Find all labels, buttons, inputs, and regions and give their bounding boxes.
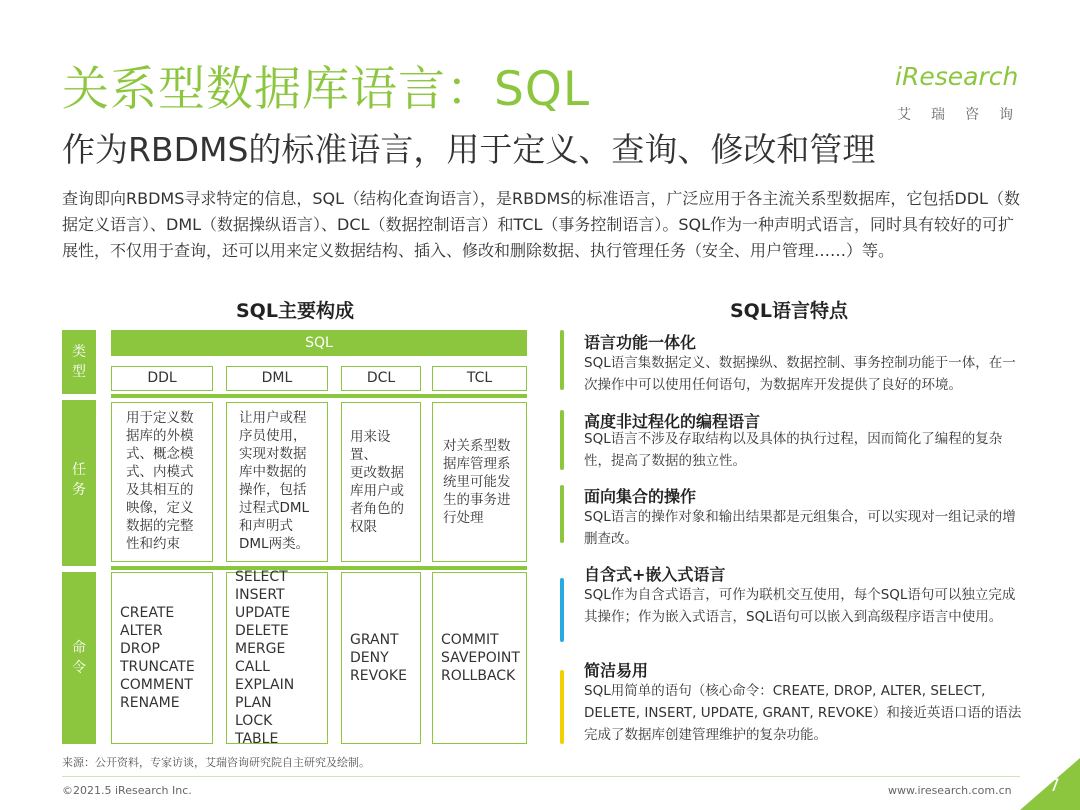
feature-marker	[560, 410, 564, 470]
col-head-tcl: TCL	[432, 366, 527, 391]
task-cell-dcl	[341, 402, 421, 562]
page-title: 关系型数据库语言：SQL	[62, 62, 591, 117]
row-label-task	[62, 400, 96, 566]
task-cell-ddl	[111, 402, 213, 562]
source-note: 来源：公开资料，专家访谈，艾瑞咨询研究院自主研究及绘制。	[62, 756, 370, 769]
copyright: ©2021.5 iResearch Inc.	[62, 784, 192, 797]
feature-desc: SQL作为自含式语言，可作为联机交互使用，每个SQL语句可以独立完成其操作；作为嵌入式语言，SQL语句可以嵌入到高级程序语言中使用。	[584, 587, 1016, 625]
feature-title: 高度非过程化的编程语言	[584, 412, 761, 431]
command-text-dcl: GRANT DENY REVOKE	[350, 632, 407, 684]
row-label-type-text: 类型	[72, 344, 86, 380]
feature-desc: SQL语言集数据定义、数据操纵、数据控制、事务控制功能于一体，在一次操作中可以使用任何语句，为数据库开发提供了良好的环境。	[584, 355, 1016, 393]
feature-desc: SQL语言的操作对象和输出结果都是元组集合，可以实现对一组记录的增删查改。	[584, 509, 1016, 547]
feature-title: 面向集合的操作	[584, 487, 697, 506]
row-label-command-text: 命令	[72, 640, 86, 676]
website-link[interactable]: www.iresearch.com.cn	[888, 784, 1012, 797]
feature-title: 自含式+嵌入式语言	[584, 565, 726, 584]
right-section-title: SQL语言特点	[730, 300, 848, 322]
footer-divider	[62, 776, 1020, 777]
command-text-tcl: COMMIT SAVEPOINT ROLLBACK	[441, 632, 520, 684]
command-cell-dcl	[341, 572, 421, 744]
command-cell-ddl	[111, 572, 213, 744]
task-cell-tcl	[432, 402, 527, 562]
command-text-ddl: CREATE ALTER DROP TRUNCATE COMMENT RENAME	[120, 605, 195, 711]
feature-marker	[560, 670, 564, 744]
iresearch-logo-subtitle: 艾瑞咨询	[897, 107, 1033, 123]
feature-marker	[560, 485, 564, 543]
task-text-ddl: 用于定义数 据库的外模 式、概念模 式、内模式 及其相互的 映像，定义 数据的完整 性和约束	[126, 410, 194, 552]
feature-marker	[560, 330, 564, 390]
intro-paragraph: 查询即向RBDMS寻求特定的信息，SQL（结构化查询语言），是RBDMS的标准语言，广泛应用于各主流关系型数据库，它包括DDL（数据定义语言）、DML（数据操纵语言）、DCL（数据控制语言）和TCL（事务控制语言）。SQL作为一种声明式语言，同时具有较好的可扩展性，不仅用于查询，还可以用来定义数据结构、插入、修改和删除数据、执行管理任务（安全、用户管理……）等。	[62, 189, 1020, 260]
feature-desc: SQL语言不涉及存取结构以及具体的执行过程，因而简化了编程的复杂性，提高了数据的独立性。	[584, 431, 1003, 469]
feature-desc: SQL用简单的语句（核心命令：CREATE, DROP, ALTER, SELECT, DELETE, INSERT, UPDATE, GRANT, REVOKE）和接近英语口语的语法完成了数据库创建管理维护的复杂功能。	[584, 683, 1022, 743]
feature-title: 简洁易用	[584, 661, 649, 680]
task-text-dcl: 用来设置、 更改数据 库用户或 者角色的 权限	[350, 429, 404, 535]
task-cell-dml	[226, 402, 328, 562]
command-text-dml: SELECT INSERT UPDATE DELETE MERGE CALL EXPLAIN PLAN LOCK TABLE	[235, 569, 295, 747]
row-label-command	[62, 572, 96, 744]
col-head-dml: DML	[226, 366, 328, 391]
row-label-type	[62, 330, 96, 394]
col-head-ddl: DDL	[111, 366, 213, 391]
command-cell-dml	[226, 569, 328, 747]
row-separator	[111, 566, 527, 570]
col-head-dcl: DCL	[341, 366, 421, 391]
left-section-title: SQL主要构成	[236, 300, 354, 322]
command-cell-tcl	[432, 572, 527, 744]
iresearch-logo: iResearch	[895, 62, 1019, 91]
sql-header-bar: SQL	[111, 330, 527, 356]
feature-title: 语言功能一体化	[584, 333, 697, 352]
row-label-task-text: 任务	[72, 462, 86, 498]
task-text-dml: 让用户或程 序员使用， 实现对数据 库中数据的 操作，包括 过程式DML 和声明式 DML两类。	[239, 410, 310, 552]
task-text-tcl: 对关系型数 据库管理系 统里可能发 生的事务进 行处理	[443, 438, 511, 526]
row-separator	[111, 394, 527, 398]
page-subtitle: 作为RBDMS的标准语言，用于定义、查询、修改和管理	[62, 130, 876, 169]
feature-marker	[560, 578, 564, 642]
page-number: 7	[1049, 776, 1060, 796]
